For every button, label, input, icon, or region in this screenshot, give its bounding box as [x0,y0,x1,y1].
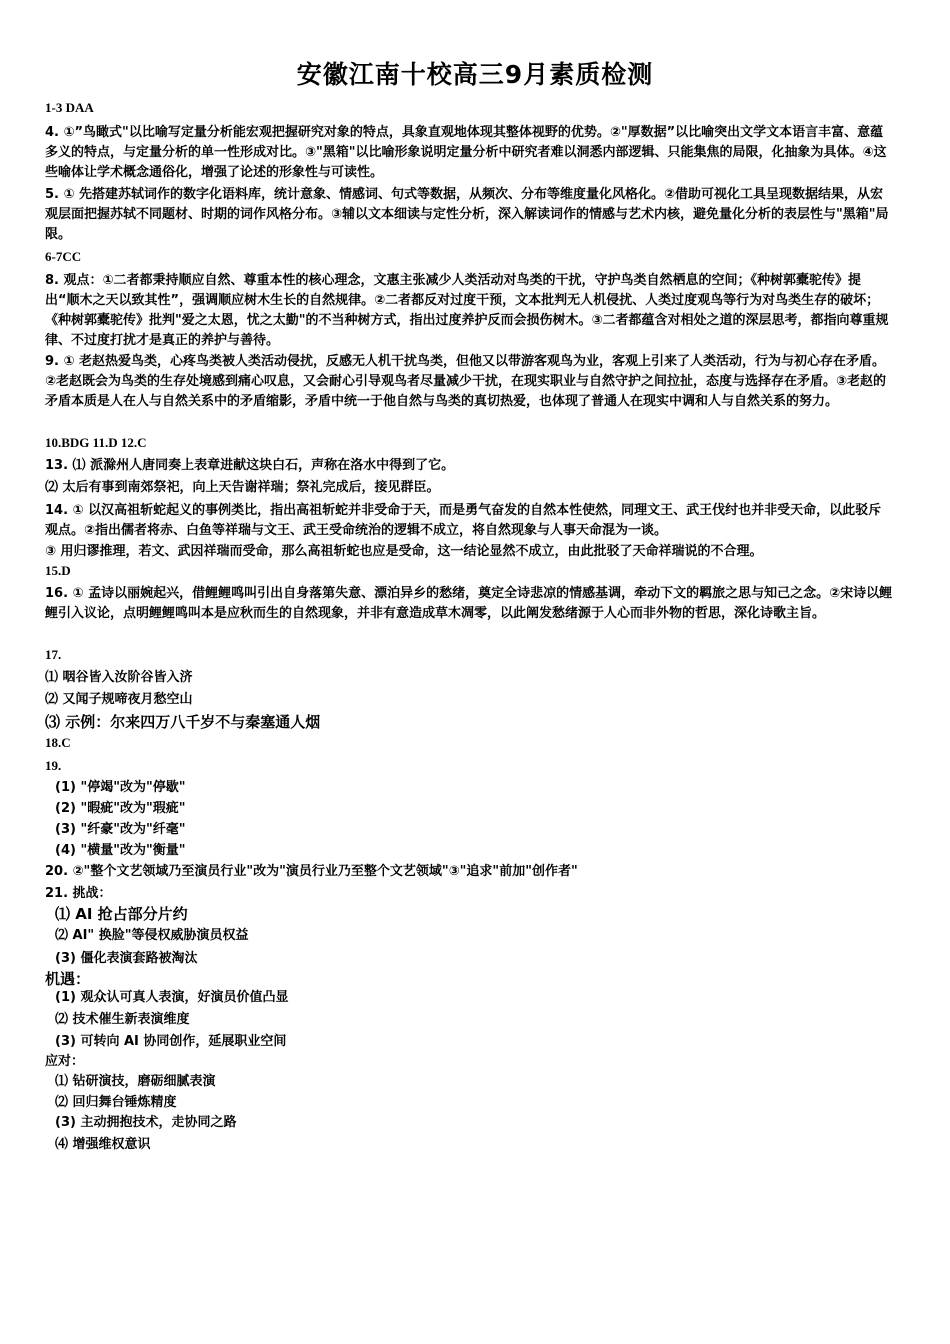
response-4: ⑷ 增强维权意识 [55,1137,151,1152]
answer-17-1: ⑴ 咽谷皆入汝阶谷皆入济 [45,670,193,685]
answer-17: 17. [45,647,62,662]
challenge-1: ⑴ AI 抢占部分片约 [55,905,188,923]
opportunity-2: ⑵ 技术催生新表演维度 [55,1012,190,1027]
answer-5: 5. ① 先搭建苏轼词作的数字化语料库，统计意象、情感词、句式等数据，从频次、分布等维度量化风格化。②借助可视化工具呈现数据结果，从宏观层面把握苏轼不同题材、时期的词作风格分布。③辅以文本细读与定性分析，深入解读词作的情感与艺术内核，避免量化分析的表层性与"黑箱"局限。 [45,187,889,242]
answer-16: 16. ① 孟诗以丽婉起兴，借鲤鲤鸣叫引出自身落第失意、漂泊异乡的愁绪，奠定全诗悲凉的情感基调，牵动下文的羁旅之思与知己之念。②宋诗以鲤鲤引入议论，点明鲤鲤鸣叫本是应秋而生的自然现象，并非有意造成草木凋零，以此阐发愁绪源于人心而非外物的哲思，深化诗歌主旨。 [45,586,893,621]
response-3: (3) 主动拥抱技术，走协同之路 [55,1115,237,1130]
answer-17-3: ⑶ 示例：尔来四万八千岁不与秦塞通人烟 [45,713,321,731]
answer-15: 15.D [45,563,71,578]
opportunity-heading: 机遇： [45,970,91,988]
answer-19-4: (4) "横量"改为"衡量" [55,843,186,858]
answer-19-2: (2) "暇疵"改为"瑕疵" [55,801,186,816]
response-1: ⑴ 钻研演技，磨砺细腻表演 [55,1074,216,1089]
page-title: 安徽江南十校高三9月素质检测 [296,60,654,89]
answer-8: 8. 观点：①二者都秉持顺应自然、尊重本性的核心理念，文惠主张减少人类活动对鸟类的干扰，守护鸟类自然栖息的空间；《种树郭橐驼传》提出“顺木之天以致其性”，强调顺应树木生长的自然规律。②二者都反对过度干预，文本批判无人机侵扰、人类过度观鸟等行为对鸟类生存的破坏；《种树郭橐驼传》批判"爱之太恩，忧之太勤"的不当种树方式，指出过度养护反而会损伤树木。③二者都蕴含对相处之道的深层思考，都指向尊重规律、不过度打扰才是真正的养护与善待。 [45,273,889,348]
answer-21-heading: 21. 挑战： [45,886,112,901]
response-heading: 应对： [45,1054,85,1069]
answer-14-3: ③ 用归谬推理，若文、武因祥瑞而受命，那么高祖斩蛇也应是受命，这一结论显然不成立，由此批驳了天命祥瑞说的不合理。 [45,544,763,559]
answer-13-1: 13. ⑴ 派滁州人唐同奏上表章进献这块白石，声称在洛水中得到了它。 [45,458,455,473]
answer-6-7: 6-7CC [45,249,82,264]
answer-4: 4. ①”鸟瞰式"以比喻写定量分析能宏观把握研究对象的特点，具象直观地体现其整体视野的优势。②"厚数据”以比喻突出文学文本语言丰富、意蕴多义的特点，与定量分析的单一性形成对比。③"黑箱"以比喻形象说明定量分析中研究者难以洞悉内部逻辑、只能集焦的局限，化抽象为具体。④这些喻体让学术概念通俗化，增强了论述的形象性与可读性。 [45,125,887,180]
answer-19: 19. [45,758,62,773]
response-2: ⑵ 回归舞台锤炼精度 [55,1095,177,1110]
challenge-3: (3) 僵化表演套路被淘汰 [55,951,198,966]
answer-14: 14. ① 以汉高祖斩蛇起义的事例类比，指出高祖斩蛇并非受命于天，而是勇气奋发的自然本性使然，同理文王、武王伐纣也并非受天命，以此驳斥观点。②指出儒者将赤、白鱼等祥瑞与文王、武王受命统治的逻辑不成立，将自然现象与人事天命混为一谈。 [45,503,882,538]
answer-18: 18.C [45,735,71,750]
answer-10-12: 10.BDG 11.D 12.C [45,435,147,450]
answer-13-2: ⑵ 太后有事到南郊祭祀，向上天告谢祥瑞；祭礼完成后，接见群臣。 [45,480,440,495]
answer-9: 9. ① 老赵热爱鸟类，心疼鸟类被人类活动侵扰，反感无人机干扰鸟类，但他又以带游客观鸟为业，客观上引来了人类活动，行为与初心存在矛盾。②老赵既会为鸟类的生存处境感到痛心叹息，又会耐心引导观鸟者尽量减少干扰，在现实职业与自然守护之间拉扯，态度与选择存在矛盾。③老赵的矛盾本质是人在人与自然关系中的矛盾缩影，矛盾中统一于他自然与鸟类的真切热爱，也体现了普通人在现实中调和人与自然关系的努力。 [45,354,887,409]
answer-17-2: ⑵ 又闻子规啼夜月愁空山 [45,692,193,707]
challenge-2: ⑵ AI" 换脸"等侵权威胁演员权益 [55,928,249,943]
answer-19-3: (3) "纤豪"改为"纤毫" [55,822,186,837]
opportunity-3: (3) 可转向 AI 协同创作，延展职业空间 [55,1034,287,1049]
answer-19-1: (1) "停竭"改为"停歇" [55,780,186,795]
answer-1-3: 1-3 DAA [45,100,94,115]
opportunity-1: (1) 观众认可真人表演，好演员价值凸显 [55,990,289,1005]
answer-20: 20. ②"整个文艺领域乃至演员行业"改为"演员行业乃至整个文艺领域"③"追求"前加"创作者" [45,864,578,879]
